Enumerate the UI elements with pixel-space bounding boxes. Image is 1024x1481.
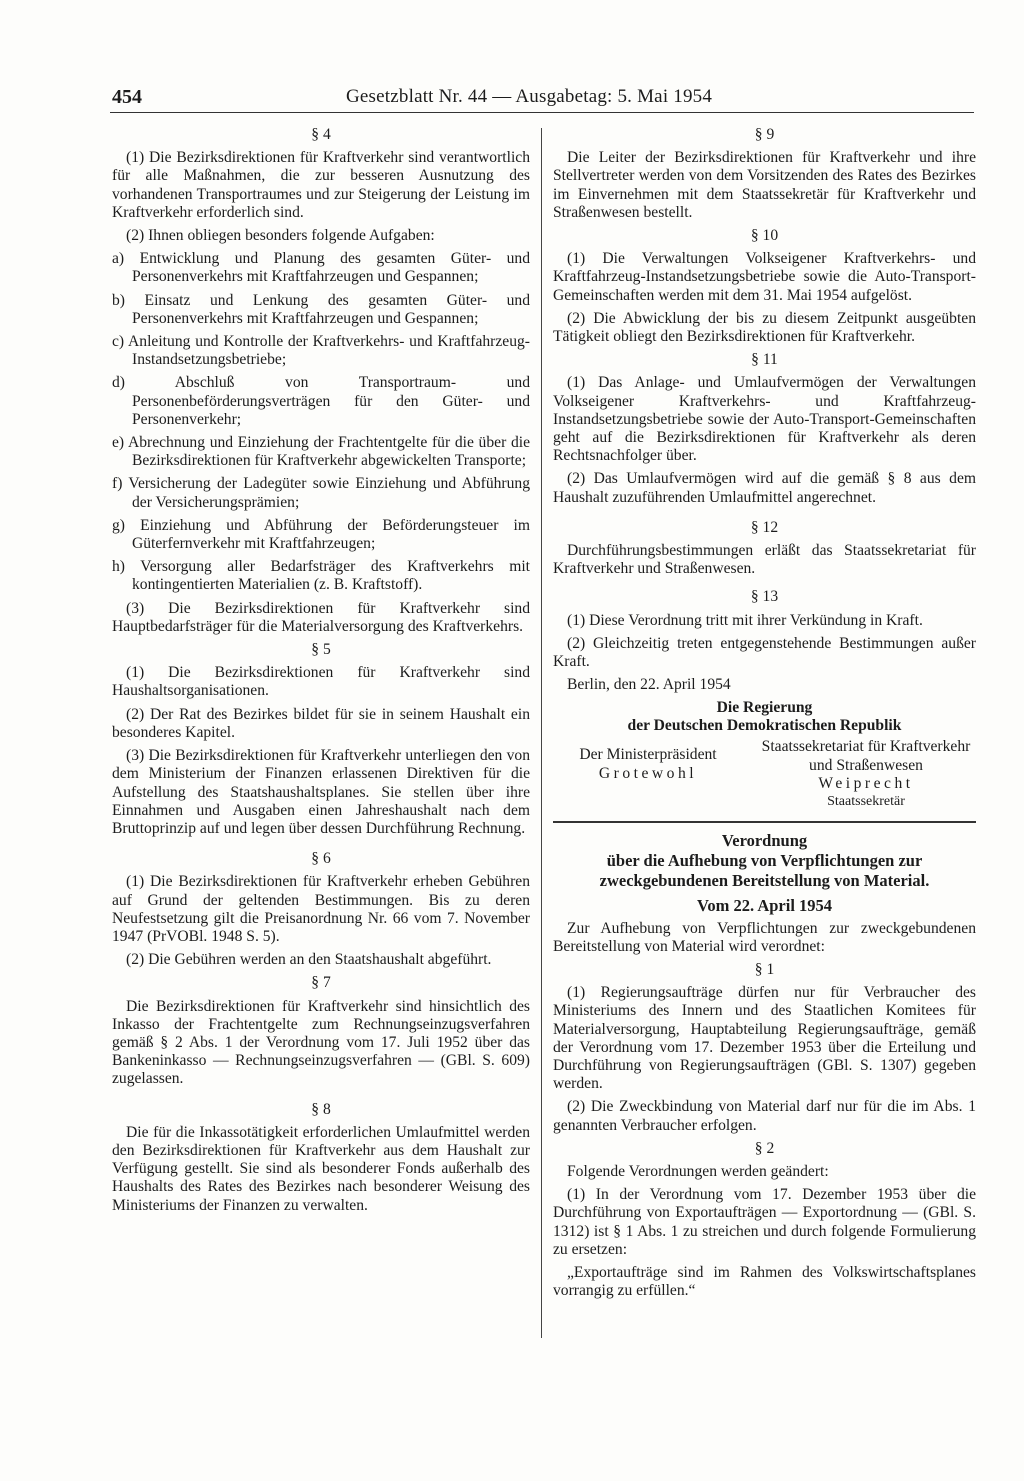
signer-name: Weiprecht [818, 774, 914, 792]
place-date: Berlin, den 22. April 1954 [567, 676, 731, 694]
section-heading-6: § 6 [311, 850, 331, 868]
quotation: „Exportaufträge sind im Rahmen des Volkswirtschaftsplanes vorrangig zu erfüllen.“ [553, 1263, 976, 1300]
signer-name: Grotewohl [598, 764, 698, 782]
paragraph: (1) Die Bezirksdirektionen für Kraftverkehr sind Haushaltsorganisationen. [112, 664, 530, 700]
list-item: h) Versorgung aller Bedarfsträger des Kraftverkehrs mit kontingentierten Materialien (z. B. Kraftstoff). [112, 558, 530, 594]
list-item: c) Anleitung und Kontrolle der Kraftverkehrs- und Kraftfahrzeug-Instandsetzungsbetriebe; [112, 333, 530, 369]
ordinance-subtitle: über die Aufhebung von Verpflichtungen zur zweckgebundenen Bereitstellung von Material. [599, 851, 930, 891]
paragraph: (2) Die Abwicklung der bis zu diesem Zeitpunkt ausgeübten Tätigkeit obliegt den Bezirksdirektionen für Kraftverkehr. [553, 309, 976, 346]
paragraph: (2) Die Gebühren werden an den Staatshaushalt abgeführt. [126, 951, 492, 969]
column-divider [541, 128, 542, 1338]
list-item: d) Abschluß von Transportraum- und Personenbeförderungsverträgen für den Güter- und Personenverkehr; [112, 374, 530, 428]
paragraph: (2) Der Rat des Bezirkes bildet für sie in seinem Haushalt ein besonderes Kapitel. [112, 705, 530, 741]
paragraph: (2) Gleichzeitig treten entgegenstehende Bestimmungen außer Kraft. [553, 634, 976, 671]
header-rule [110, 112, 974, 113]
paragraph: (1) Die Bezirksdirektionen für Kraftverkehr sind verantwortlich für alle Maßnahmen, die zur besseren Ausnutzung des vorhandenen Transportraumes und zur Steigerung der Leistung im Kraftverkehr erforderlich sind. [112, 149, 530, 221]
paragraph: (2) Ihnen obliegen besonders folgende Aufgaben: [126, 227, 435, 245]
paragraph: (3) Die Bezirksdirektionen für Kraftverkehr sind Hauptbedarfsträger für die Materialversorgung des Kraftverkehrs. [112, 599, 530, 635]
section-heading-2: § 2 [754, 1139, 775, 1157]
paragraph: (1) Die Verwaltungen Volkseigener Kraftverkehrs- und Kraftfahrzeug-Instandsetzungsbetriebe sowie die Auto-Transport-Gemeinschaften werden mit dem 31. Mai 1954 aufgelöst. [553, 250, 976, 304]
paragraph: Die Leiter der Bezirksdirektionen für Kraftverkehr und ihre Stellvertreter werden von dem Vorsitzenden des Rates des Bezirkes im Einvernehmen mit dem Staatssekretär für Kraftverkehr und Straßenwesen bestellt. [553, 149, 976, 221]
list-item: g) Einziehung und Abführung der Beförderungsteuer im Güterfernverkehr mit Kraftfahrzeugen; [112, 516, 530, 553]
paragraph: (1) Das Anlage- und Umlaufvermögen der Verwaltungen Volkseigener Kraftverkehrs- und Kraftfahrzeug-Instandsetzungsbetriebe sowie der Auto-Transport-Gemeinschaften geht auf die Bezirksdirektionen für Kraftverkehr als deren Rechtsnachfolger über. [553, 374, 976, 465]
section-heading-4: § 4 [311, 126, 331, 143]
ordinance-date: Vom 22. April 1954 [696, 896, 833, 916]
paragraph: (2) Die Zweckbindung von Material darf nur für die im Abs. 1 genannten Verbraucher erfolgen. [553, 1098, 976, 1134]
list-item: f) Versicherung der Ladegüter sowie Einziehung und Abführung der Versicherungsprämien; [112, 475, 530, 511]
page-number: 454 [112, 86, 142, 108]
gazette-title: Gesetzblatt Nr. 44 — Ausgabetag: 5. Mai 1954 [346, 86, 713, 107]
paragraph: (3) Die Bezirksdirektionen für Kraftverkehr unterliegen den von dem Ministerium der Finanzen erlassenen Direktiven für die Aufstellung des Staatshaushaltsplanes. Sie stellen über ihre Einnahmen und Ausgaben einen Jahreshaushalt nach dem Bruttoprinzip auf und legen über dessen Durchführung Rechnung. [112, 747, 530, 837]
signer-role: Der Ministerpräsident [579, 746, 717, 764]
section-heading-1: § 1 [754, 960, 775, 978]
ordinance-title: Verordnung [721, 831, 808, 851]
paragraph: Zur Aufhebung von Verpflichtungen zur zweckgebundenen Bereitstellung von Material wird verordnet: [553, 919, 976, 955]
section-heading-8: § 8 [311, 1100, 331, 1118]
section-heading-7: § 7 [311, 974, 331, 992]
section-heading-9: § 9 [754, 126, 775, 143]
section-rule [553, 821, 976, 823]
paragraph: Durchführungsbestimmungen erläßt das Staatssekretariat für Kraftverkehr und Straßenwesen. [553, 542, 976, 578]
page-header [0, 80, 1024, 116]
paragraph: Die Bezirksdirektionen für Kraftverkehr sind hinsichtlich des Inkasso der Frachtentgelte zum Rechnungseinzugsverfahren gemäß § 2 Abs. 1 der Verordnung vom 17. Juli 1952 über das Bankeninkasso — Rechnungseinzugsverfahren — (GBl. S. 609) zugelassen. [112, 997, 530, 1088]
paragraph: (2) Das Umlaufvermögen wird auf die gemäß § 8 aus dem Haushalt zuzuführenden Umlaufmittel angerechnet. [553, 470, 976, 506]
paragraph: (1) Diese Verordnung tritt mit ihrer Verkündung in Kraft. [567, 611, 923, 629]
right-column [553, 126, 976, 1305]
signature-right [756, 738, 976, 811]
section-heading-10: § 10 [750, 227, 779, 245]
paragraph: Die für die Inkassotätigkeit erforderlichen Umlaufmittel werden den Bezirksdirektionen für Kraftverkehr aus dem Haushalt zur Verfügung gestellt. Sie sind als besonderer Fonds außerhalb des Haushalts des Rates des Bezirkes nach besonderer Weisung des Ministeriums der Finanzen zu verwalten. [112, 1123, 530, 1214]
section-heading-11: § 11 [751, 351, 778, 369]
signature-block [553, 738, 976, 811]
list-item: e) Abrechnung und Einziehung der Frachtentgelte für die über die Bezirksdirektionen für Kraftverkehr abgewickelten Transporte; [112, 434, 530, 470]
section-heading-13: § 13 [750, 588, 779, 606]
signature-left [553, 738, 743, 811]
paragraph: Folgende Verordnungen werden geändert: [567, 1162, 829, 1180]
signer-title: Staatssekretär [827, 794, 905, 810]
government-line-2: der Deutschen Demokratischen Republik [627, 717, 902, 735]
paragraph: (1) In der Verordnung vom 17. Dezember 1953 über die Durchführung von Exportaufträgen — Exportordnung — (GBl. S. 1312) ist § 1 Abs. 1 zu streichen und durch folgende Formulierung zu ersetzen: [553, 1186, 976, 1258]
section-heading-12: § 12 [750, 518, 779, 536]
signer-role: Staatssekretariat für Kraftverkehr und Straßenwesen [761, 738, 971, 774]
section-heading-5: § 5 [311, 641, 331, 659]
list-item: a) Entwicklung und Planung des gesamten Güter- und Personenverkehrs mit Kraftfahrzeugen und Gespannen; [112, 250, 530, 286]
left-column [112, 126, 530, 1220]
government-line-1: Die Regierung [716, 699, 813, 717]
paragraph: (1) Die Bezirksdirektionen für Kraftverkehr erheben Gebühren auf Grund der geltenden Bestimmungen. Bis zu deren Neufestsetzung gilt die Preisanordnung Nr. 66 vom 7. November 1947 (PrVOBl. 1948 S. 5). [112, 873, 530, 945]
list-item: b) Einsatz und Lenkung des gesamten Güter- und Personenverkehrs mit Kraftfahrzeugen und Gespannen; [112, 291, 530, 327]
paragraph: (1) Regierungsaufträge dürfen nur für Verbraucher des Ministeriums des Innern und des Staatlichen Komitees für Materialversorgung, Hauptabteilung Regierungsaufträge, gemäß der Verordnung vom 17. Dezember 1953 über die Erteilung und Durchführung von Regierungsaufträgen (GBl. S. 1307) gegeben werden. [553, 984, 976, 1093]
